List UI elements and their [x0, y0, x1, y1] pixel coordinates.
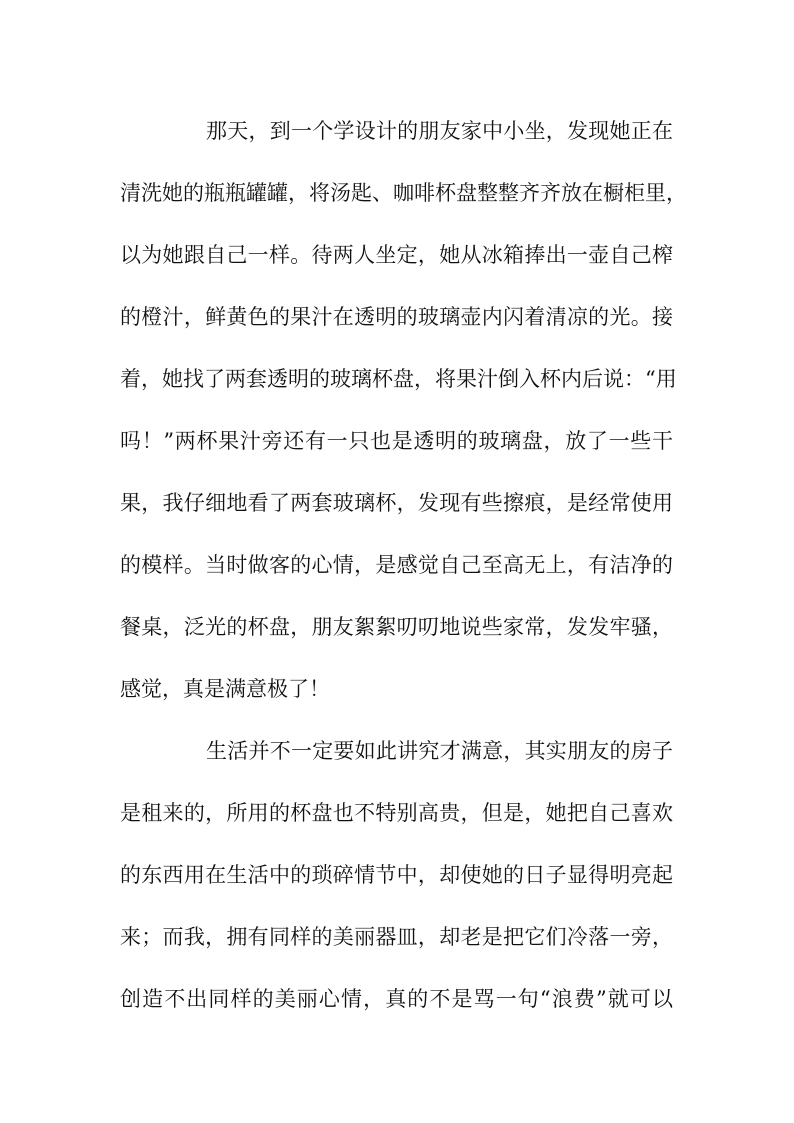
paragraph-2-line-2: 是租来的，所用的杯盘也不特别高贵，但是，她把自己喜欢 — [120, 801, 673, 825]
paragraph-1-line-10: 感觉，真是满意极了！ — [120, 677, 330, 701]
paragraph-1-line-7: 果，我仔细地看了两套玻璃杯，发现有些擦痕，是经常使用 — [120, 491, 673, 515]
paragraph-1-line-5: 着，她找了两套透明的玻璃杯盘，将果汁倒入杯内后说：“用 — [120, 367, 677, 391]
paragraph-2-line-5: 创造不出同样的美丽心情，真的不是骂一句“浪费”就可以 — [120, 987, 673, 1011]
paragraph-1-line-4: 的橙汁，鲜黄色的果汁在透明的玻璃壶内闪着清凉的光。接 — [120, 305, 673, 329]
paragraph-1-line-6: 吗！”两杯果汁旁还有一只也是透明的玻璃盘，放了一些干 — [120, 429, 673, 453]
paragraph-1-line-2: 清洗她的瓶瓶罐罐，将汤匙、咖啡杯盘整整齐齐放在橱柜里， — [120, 181, 687, 205]
paragraph-1-line-9: 餐桌，泛光的杯盘，朋友絮絮叨叨地说些家常，发发牢骚， — [120, 615, 673, 639]
paragraph-1-line-3: 以为她跟自己一样。待两人坐定，她从冰箱捧出一壶自己榨 — [120, 243, 673, 267]
paragraph-2-line-4: 来；而我，拥有同样的美丽器皿，却老是把它们冷落一旁， — [120, 925, 673, 949]
paragraph-1-line-8: 的模样。当时做客的心情，是感觉自己至高无上，有洁净的 — [120, 553, 673, 577]
paragraph-2-line-3: 的东西用在生活中的琐碎情节中，却使她的日子显得明亮起 — [120, 863, 673, 887]
paragraph-1-line-1: 那天，到一个学设计的朋友家中小坐，发现她正在 — [206, 119, 673, 143]
paragraph-2-line-1: 生活并不一定要如此讲究才满意，其实朋友的房子 — [206, 739, 673, 763]
